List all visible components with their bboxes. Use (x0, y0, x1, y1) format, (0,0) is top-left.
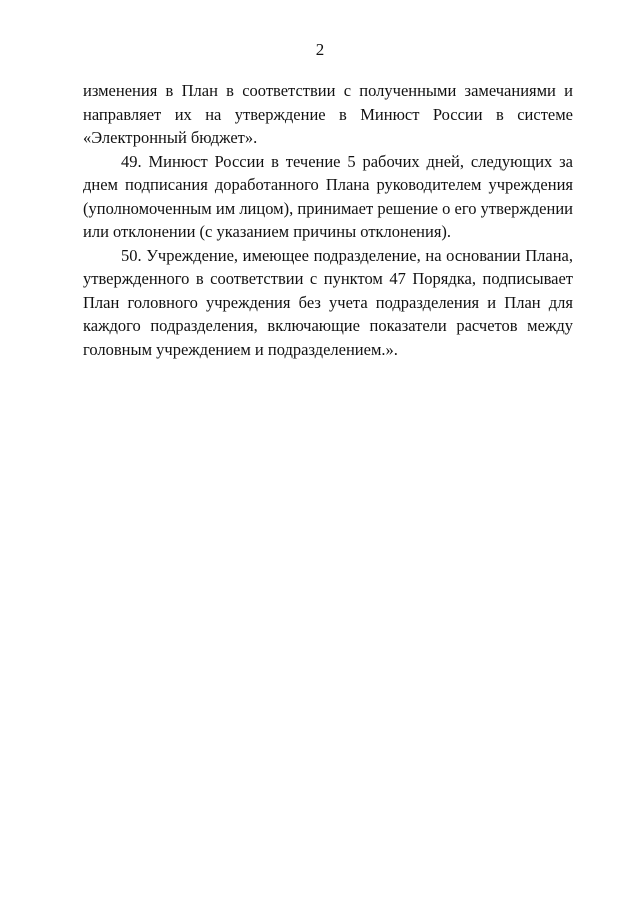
paragraph-50: 50. Учреждение, имеющее подразделение, на основании Плана, утвержденного в соответствии с пунктом 47 Порядка, подписывает План головного учреждения без учета подразделения и План для каждого подразделения, включающие показатели расчетов между головным учреждением и подразделением.». (83, 245, 573, 359)
paragraph-49: 49. Минюст России в течение 5 рабочих дней, следующих за днем подписания доработанного Плана руководителем учреждения (уполномоченным им лицом), принимает решение о его утверждении или отклонении (с указанием причины отклонения). (83, 151, 573, 241)
document-body (83, 79, 573, 361)
paragraph-continuation: изменения в План в соответствии с полученными замечаниями и направляет их на утверждение в Минюст России в системе «Электронный бюджет». (83, 81, 573, 147)
page-number: 2 (315, 40, 325, 59)
